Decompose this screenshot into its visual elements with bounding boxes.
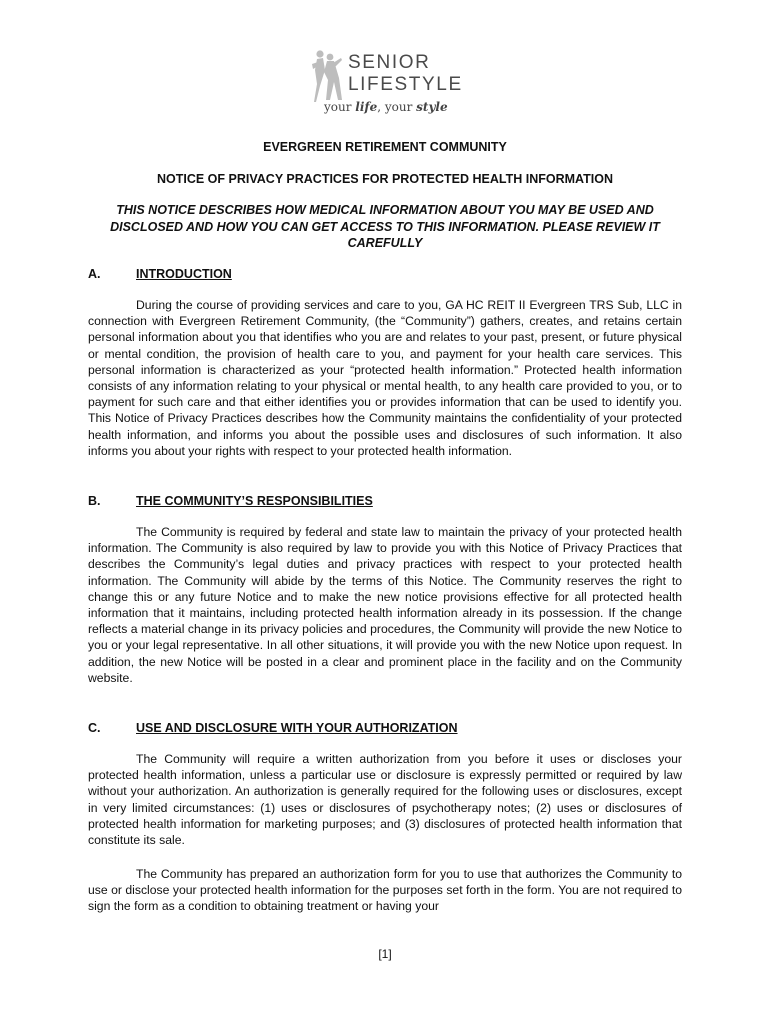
section-a-heading [88,266,232,282]
section-b-heading [88,493,373,509]
section-c-text-1: The Community will require a written authorization from you before it uses or discloses your protected health information, unless a particular use or disclosure is expressly permitted or required by law without your authorization. An authorization is generally required for the following uses or disclosures, except in very limited circumstances: (1) uses or disclosures of psychotherapy notes; (2) uses or disclosures of protected health information for marketing purposes; and (3) disclosures of protected health information that constitute its sale. [88,752,682,848]
section-a-paragraph [88,297,682,459]
section-b-letter: B. [88,494,101,508]
section-a-letter: A. [88,267,101,281]
section-c-paragraph-1 [88,751,682,848]
notice-warning: THIS NOTICE DESCRIBES HOW MEDICAL INFORMATION ABOUT YOU MAY BE USED AND DISCLOSED AND HOW YOU CAN GET ACCESS TO THIS INFORMATION. PLEASE REVIEW IT CAREFULLY [110,203,660,250]
community-title: EVERGREEN RETIREMENT COMMUNITY [263,140,507,154]
section-c-letter: C. [88,721,101,735]
logo-senior-text: SENIOR [348,52,431,73]
section-c-title: USE AND DISCLOSURE WITH YOUR AUTHORIZATION [136,721,458,735]
section-c-text-2: The Community has prepared an authorization form for you to use that authorizes the Community to use or disclose your protected health information for the purposes set forth in the form. You are not required to sign the form as a condition to obtaining treatment or having your [88,867,682,914]
section-c-paragraph-2 [88,866,682,915]
senior-lifestyle-logo [308,48,468,120]
dancing-couple-icon [308,48,344,104]
notice-title: NOTICE OF PRIVACY PRACTICES FOR PROTECTED HEALTH INFORMATION [156,172,614,186]
page-number: [1] [378,947,392,961]
section-b-text: The Community is required by federal and state law to maintain the privacy of your protected health information. The Community is also required by law to provide you with this Notice of Privacy Practices that describes the Community’s legal duties and privacy practices with respect to your protected health information. The Community will abide by the terms of this Notice. The Community reserves the right to change this or any future Notice and to make the new notice provisions effective for all protected health information that it maintains, including protected health information already in its possession. If the change reflects a material change in its privacy policies and procedures, the Community will provide the new Notice to you or your legal representative. In all other situations, it will provide you with the new Notice upon request. In addition, the new Notice will be posted in a clear and prominent place in the facility and on the Community website. [88,525,682,685]
section-a-title: INTRODUCTION [136,267,232,281]
section-b-title: THE COMMUNITY’S RESPONSIBILITIES [136,494,373,508]
logo-tagline: your life, your style [324,100,448,114]
section-b-paragraph [88,524,682,686]
logo-lifestyle-text: LIFESTYLE [348,74,463,95]
section-c-heading [88,720,458,736]
section-a-text: During the course of providing services and care to you, GA HC REIT II Evergreen TRS Sub, LLC in connection with Evergreen Retirement Community, (the “Community”) gathers, creates, and retains certain personal information about you that identifies who you are and relates to your past, present, or future physical or mental condition, the provision of health care to you, and payment for your health care services. This personal information is characterized as your “protected health information.” Protected health information consists of any information relating to your physical or mental health, to any health care provided to you, or to payment for such care and that either identifies you or provides information that can be used to identify you. This Notice of Privacy Practices describes how the Community maintains the confidentiality of your protected health information, and informs you about the possible uses and disclosures of such information. It also informs you about your rights with respect to your protected health information. [88,298,682,458]
